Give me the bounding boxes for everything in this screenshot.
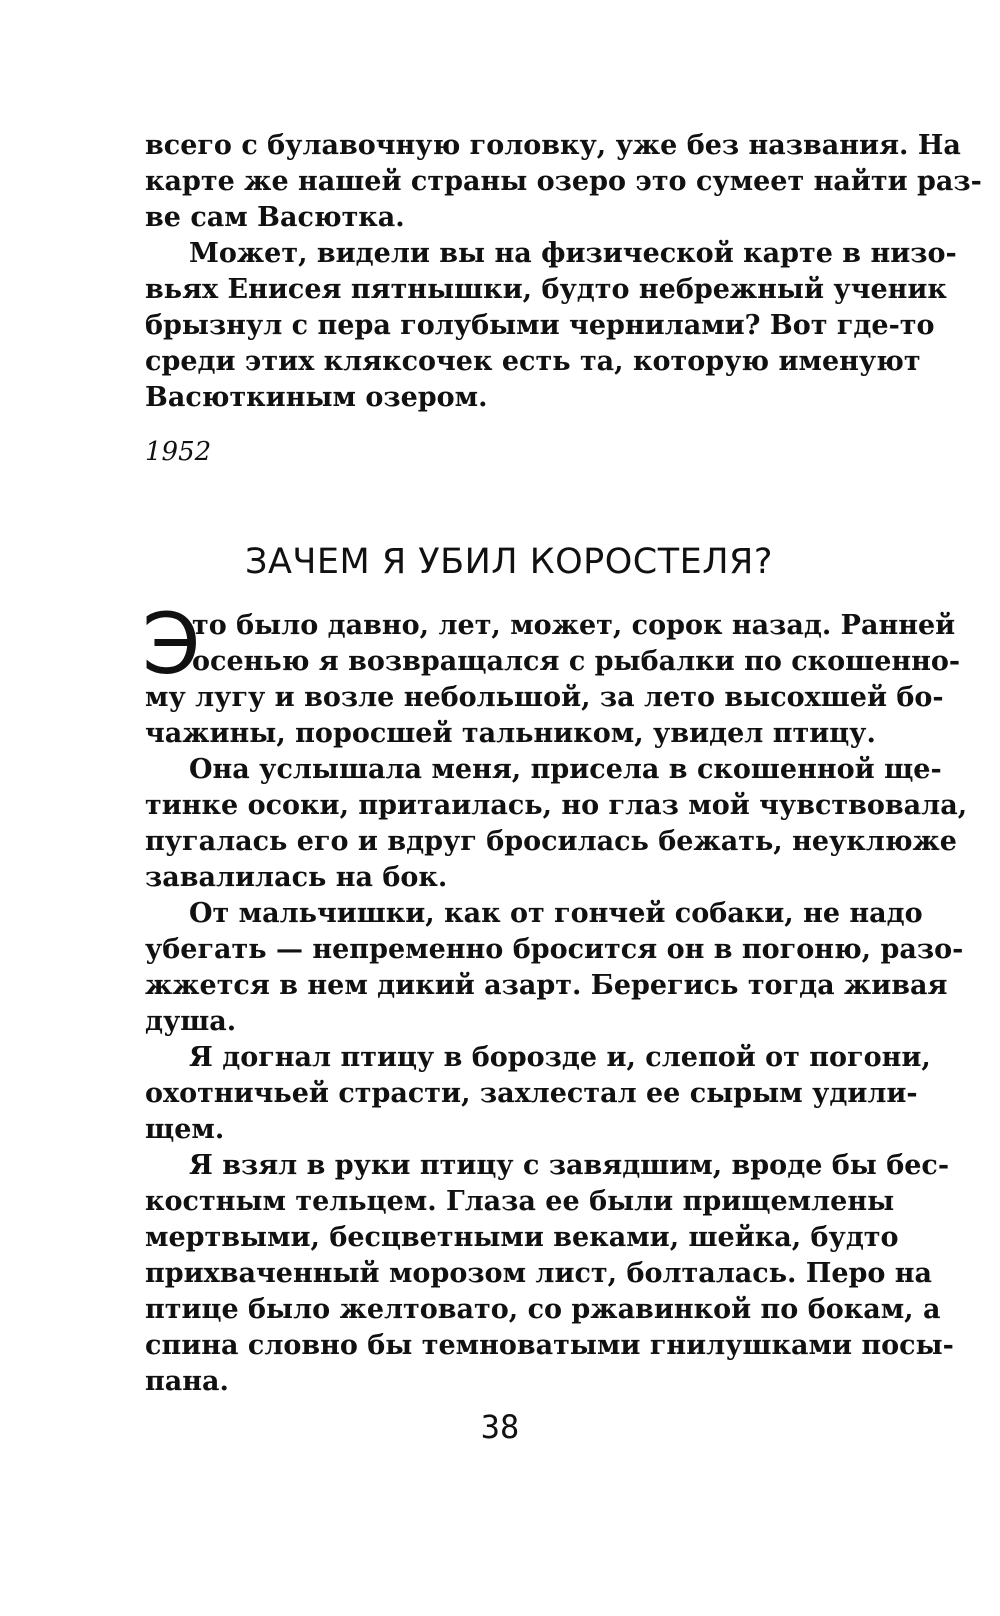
text-line: птице было желтовато, со ржавинкой по бокам, а: [145, 1294, 941, 1325]
text-line: пугалась его и вдруг бросилась бежать, неуклюже: [145, 826, 957, 857]
text-line: пана.: [145, 1366, 229, 1397]
text-line: ве сам Васютка.: [145, 202, 405, 233]
page-number: 38: [480, 1408, 520, 1446]
text-line: костным тельцем. Глаза ее были прищемлены: [145, 1186, 895, 1217]
paragraph: [145, 236, 957, 416]
text-line: Я взял в руки птицу с завядшим, вроде бы бес-: [189, 1150, 950, 1181]
text-line: спина словно бы темноватыми гнилушками посы-: [145, 1330, 954, 1361]
drop-cap: Э: [142, 595, 201, 693]
text-line: чажины, поросшей тальником, увидел птицу.: [145, 718, 876, 749]
text-line: Васюткиным озером.: [145, 382, 488, 413]
text-line: Она услышала меня, присела в скошенной ще-: [189, 754, 942, 785]
text-line: среди этих кляксочек есть та, которую именуют: [145, 346, 921, 377]
text-line: Может, видели вы на физической карте в низо-: [189, 238, 957, 269]
story-title: ЗАЧЕМ Я УБИЛ КОРОСТЕЛЯ?: [245, 542, 773, 582]
text-line: завалилась на бок.: [145, 862, 448, 893]
text-line: мертвыми, бесцветными веками, шейка, будто: [145, 1222, 899, 1253]
text-line: охотничьей страсти, захлестал ее сырым удили-: [145, 1078, 918, 1109]
text-line: всего с булавочную головку, уже без названия. На: [145, 130, 961, 161]
paragraph: [145, 1040, 931, 1148]
text-line: то было давно, лет, может, сорок назад. Ранней: [192, 610, 956, 641]
paragraph: [145, 128, 982, 236]
text-line: му лугу и возле небольшой, за лето высохшей бо-: [145, 682, 944, 713]
paragraph: [145, 1148, 954, 1400]
paragraph: [145, 896, 964, 1040]
text-line: вьях Енисея пятнышки, будто небрежный ученик: [145, 274, 947, 305]
paragraph: [142, 595, 961, 752]
text-line: Я догнал птицу в борозде и, слепой от погони,: [189, 1042, 931, 1073]
paragraph: [145, 752, 968, 896]
text-line: убегать — непременно бросится он в погоню, разо-: [145, 934, 964, 965]
text-line: карте же нашей страны озеро это сумеет найти раз-: [145, 166, 982, 197]
book-page: [142, 128, 982, 1400]
text-line: жжется в нем дикий азарт. Берегись тогда живая: [145, 970, 948, 1001]
text-line: прихваченный морозом лист, болталась. Перо на: [145, 1258, 933, 1289]
text-line: осенью я возвращался с рыбалки по скошенно-: [192, 646, 961, 677]
story-year: 1952: [145, 437, 212, 467]
text-line: душа.: [145, 1006, 237, 1037]
text-line: брызнул с пера голубыми чернилами? Вот где-то: [145, 310, 935, 341]
text-line: тинке осоки, притаилась, но глаз мой чувствовала,: [145, 790, 968, 821]
text-line: От мальчишки, как от гончей собаки, не надо: [189, 898, 923, 929]
text-line: щем.: [145, 1114, 225, 1145]
